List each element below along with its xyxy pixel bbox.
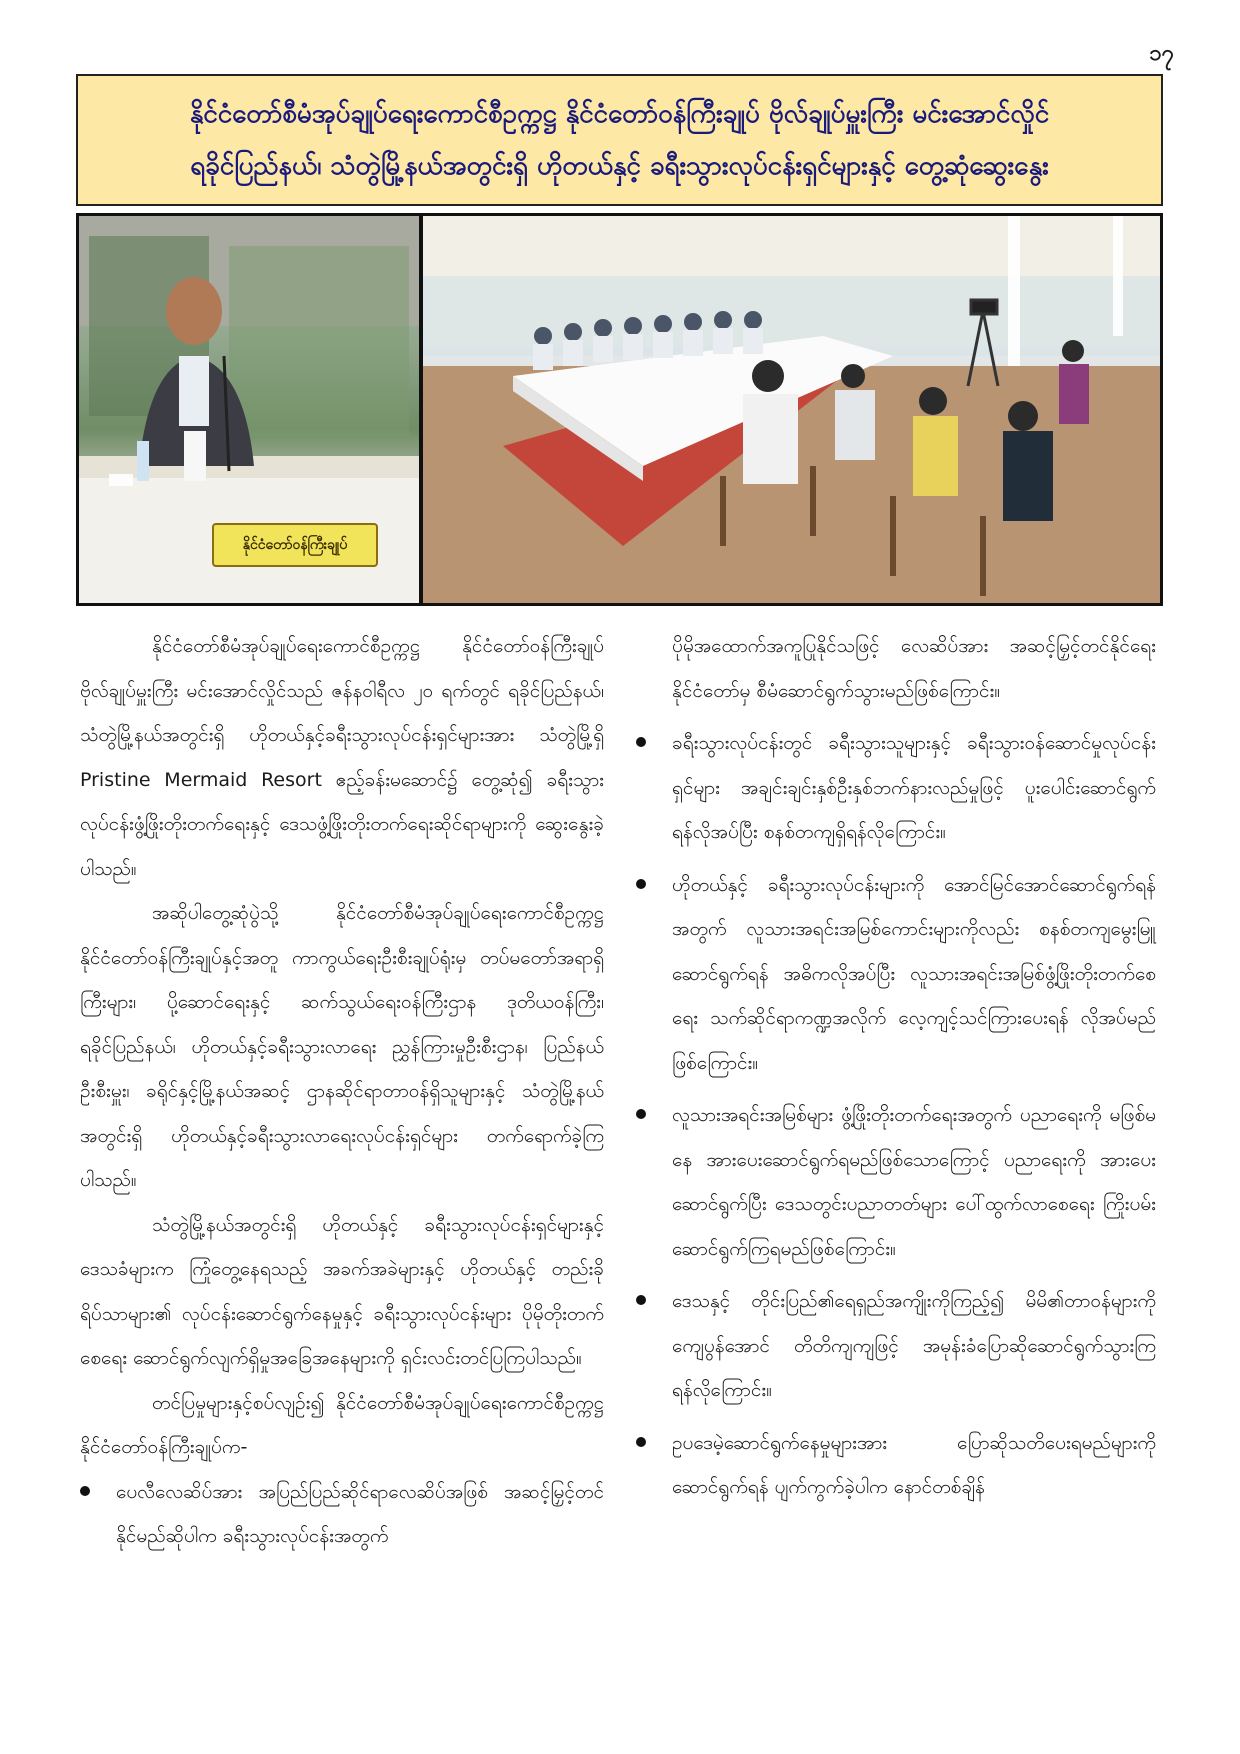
meeting-photo (423, 216, 1160, 603)
bullet-icon (80, 1486, 90, 1496)
bullet-item (636, 1421, 1156, 1510)
headline-line-2: ရခိုင်ပြည်နယ်၊ သံတွဲမြို့နယ်အတွင်းရှိ ဟိုတယ်နှင့် ခရီးသွားလုပ်ငန်းရှင်များနှင့် တွေ့ဆုံဆွေးနွေး (190, 151, 1049, 181)
bullet-icon (636, 737, 646, 747)
bullet-item (636, 1279, 1156, 1413)
paragraph: တင်ပြမှုများနှင့်စပ်လျဉ်း၍ နိုင်ငံတော်စီမံအုပ်ချုပ်ရေးကောင်စီဥက္ကဋ္ဌ နိုင်ငံတော်ဝန်ကြီးချုပ်က- (80, 1391, 604, 1458)
bullet-icon (636, 1295, 646, 1305)
news-photo-collage (76, 213, 1163, 606)
paragraph: သံတွဲမြို့နယ်အတွင်းရှိ ဟိုတယ်နှင့် ခရီးသွားလုပ်ငန်းရှင်များနှင့် ဒေသခံများက ကြုံတွေ့နေရသည့် အခက်အခဲများနှင့် ဟိုတယ်နှင့် တည်းခိုရိပ်သာများ၏ လုပ်ငန်းဆောင်ရွက်နေမှုနှင့် ခရီးသွားလုပ်ငန်းများ ပိုမိုတိုးတက်စေရေး ဆောင်ရွက်လျက်ရှိမှုအခြေအနေများကို ရှင်းလင်းတင်ပြကြပါသည်။ (80, 1213, 604, 1369)
bullet-item (636, 1093, 1156, 1271)
bullet-text: ပေလီလေဆိပ်အား အပြည်ပြည်ဆိုင်ရာလေဆိပ်အဖြစ် အဆင့်မြှင့်တင်နိုင်မည်ဆိုပါက ခရီးသွားလုပ်ငန်းအတွက် (116, 1480, 604, 1547)
paragraph: နိုင်ငံတော်စီမံအုပ်ချုပ်ရေးကောင်စီဥက္ကဋ္ဌ နိုင်ငံတော်ဝန်ကြီးချုပ် ဗိုလ်ချုပ်မှူးကြီး မင်းအောင်လှိုင်သည် ဇန်နဝါရီလ ၂၀ ရက်တွင် ရခိုင်ပြည်နယ်၊ သံတွဲမြို့နယ်အတွင်းရှိ ဟိုတယ်နှင့်ခရီးသွားလုပ်ငန်းရှင်များအား သံတွဲမြို့ရှိ Pristine Mermaid Resort ဧည့်ခန်းမဆောင်၌ တွေ့ဆုံ၍ ခရီးသွားလုပ်ငန်းဖွံ့ဖြိုးတိုးတက်ရေးနှင့် ဒေသဖွံ့ဖြိုးတိုးတက်ရေးဆိုင်ရာများကို ဆွေးနွေးခဲ့ပါသည်။ (80, 635, 604, 880)
speaker-photo (79, 216, 419, 603)
speaker-caption-label: နိုင်ငံတော်ဝန်ကြီးချုပ် (212, 523, 378, 567)
bullet-item (80, 1470, 604, 1559)
bullet-text: ဟိုတယ်နှင့် ခရီးသွားလုပ်ငန်းများကို အောင်မြင်အောင်ဆောင်ရွက်ရန်အတွက် လူသားအရင်းအမြစ်ကောင်းများကိုလည်း စနစ်တကျမွေးမြူဆောင်ရွက်ရန် အဓိကလိုအပ်ပြီး လူသားအရင်းအမြစ်ဖွံ့ဖြိုးတိုးတက်စေရေး သက်ဆိုင်ရာကဏ္ဍအလိုက် လေ့ကျင့်သင်ကြားပေးရန် လိုအပ်မည်ဖြစ်ကြောင်း။ (672, 873, 1156, 1074)
bullet-text: ဥပဒေမဲ့ဆောင်ရွက်နေမှုများအား ပြောဆိုသတိပေးရမည်များကို ဆောင်ရွက်ရန် ပျက်ကွက်ခဲ့ပါက နောင်တစ်ချိန် (672, 1431, 1156, 1498)
bullet-icon (636, 1109, 646, 1119)
headline-line-1: နိုင်ငံတော်စီမံအုပ်ချုပ်ရေးကောင်စီဥက္ကဋ္ဌ နိုင်ငံတော်ဝန်ကြီးချုပ် ဗိုလ်ချုပ်မှူးကြီး မင်းအောင်လှိုင် (189, 99, 1050, 129)
bullet-icon (636, 1437, 646, 1447)
bullet-item (636, 863, 1156, 1086)
continued-bullet-text: ပိုမိုအထောက်အကူပြုနိုင်သဖြင့် လေဆိပ်အား အဆင့်မြှင့်တင်နိုင်ရေး နိုင်ငံတော်မှ စီမံဆောင်ရွက်သွားမည်ဖြစ်ကြောင်း။ (672, 635, 1156, 702)
page-number: ၁၇ (1149, 41, 1174, 66)
bullet-text: ခရီးသွားလုပ်ငန်းတွင် ခရီးသွားသူများနှင့် ခရီးသွားဝန်ဆောင်မှုလုပ်ငန်းရှင်များ အချင်းချင်းနှစ်ဦးနှစ်ဘက်နားလည်မှုဖြင့် ပူးပေါင်းဆောင်ရွက်ရန်လိုအပ်ပြီး စနစ်တကျရှိရန်လိုကြောင်း။ (672, 732, 1156, 843)
left-column (80, 624, 604, 1567)
right-column (636, 624, 1156, 1518)
bullet-text: လူသားအရင်းအမြစ်များ ဖွံ့ဖြိုးတိုးတက်ရေးအတွက် ပညာရေးကို မဖြစ်မနေ အားပေးဆောင်ရွက်ရမည်ဖြစ်သောကြောင့် ပညာရေးကို အားပေးဆောင်ရွက်ပြီး ဒေသတွင်းပညာတတ်များ ပေါ်ထွက်လာစေရေး ကြိုးပမ်းဆောင်ရွက်ကြရမည်ဖြစ်ကြောင်း။ (672, 1104, 1156, 1260)
bullet-icon (636, 879, 646, 889)
paragraph: အဆိုပါတွေ့ဆုံပွဲသို့ နိုင်ငံတော်စီမံအုပ်ချုပ်ရေးကောင်စီဥက္ကဋ္ဌ နိုင်ငံတော်ဝန်ကြီးချုပ်နှင့်အတူ ကာကွယ်ရေးဦးစီးချုပ်ရုံးမှ တပ်မတော်အရာရှိကြီးများ၊ ပို့ဆောင်ရေးနှင့် ဆက်သွယ်ရေးဝန်ကြီးဌာန ဒုတိယဝန်ကြီး၊ ရခိုင်ပြည်နယ်၊ ဟိုတယ်နှင့်ခရီးသွားလာရေး ညွှန်ကြားမှုဦးစီးဌာန၊ ပြည်နယ်ဦးစီးမှူး၊ ခရိုင်နှင့်မြို့နယ်အဆင့် ဌာနဆိုင်ရာတာဝန်ရှိသူများနှင့် သံတွဲမြို့နယ်အတွင်းရှိ ဟိုတယ်နှင့်ခရီးသွားလာရေးလုပ်ငန်းရှင်များ တက်ရောက်ခဲ့ကြပါသည်။ (80, 902, 604, 1191)
bullet-item (636, 721, 1156, 855)
meeting-illustration (423, 216, 1160, 603)
bullet-text: ဒေသနှင့် တိုင်းပြည်၏ရေရှည်အကျိုးကိုကြည့်၍ မိမိ၏တာဝန်များကို ကျေပွန်အောင် တိတိကျကျဖြင့် အမုန်းခံပြောဆိုဆောင်ရွက်သွားကြရန်လိုကြောင်း။ (672, 1290, 1156, 1401)
headline-box (76, 74, 1163, 206)
